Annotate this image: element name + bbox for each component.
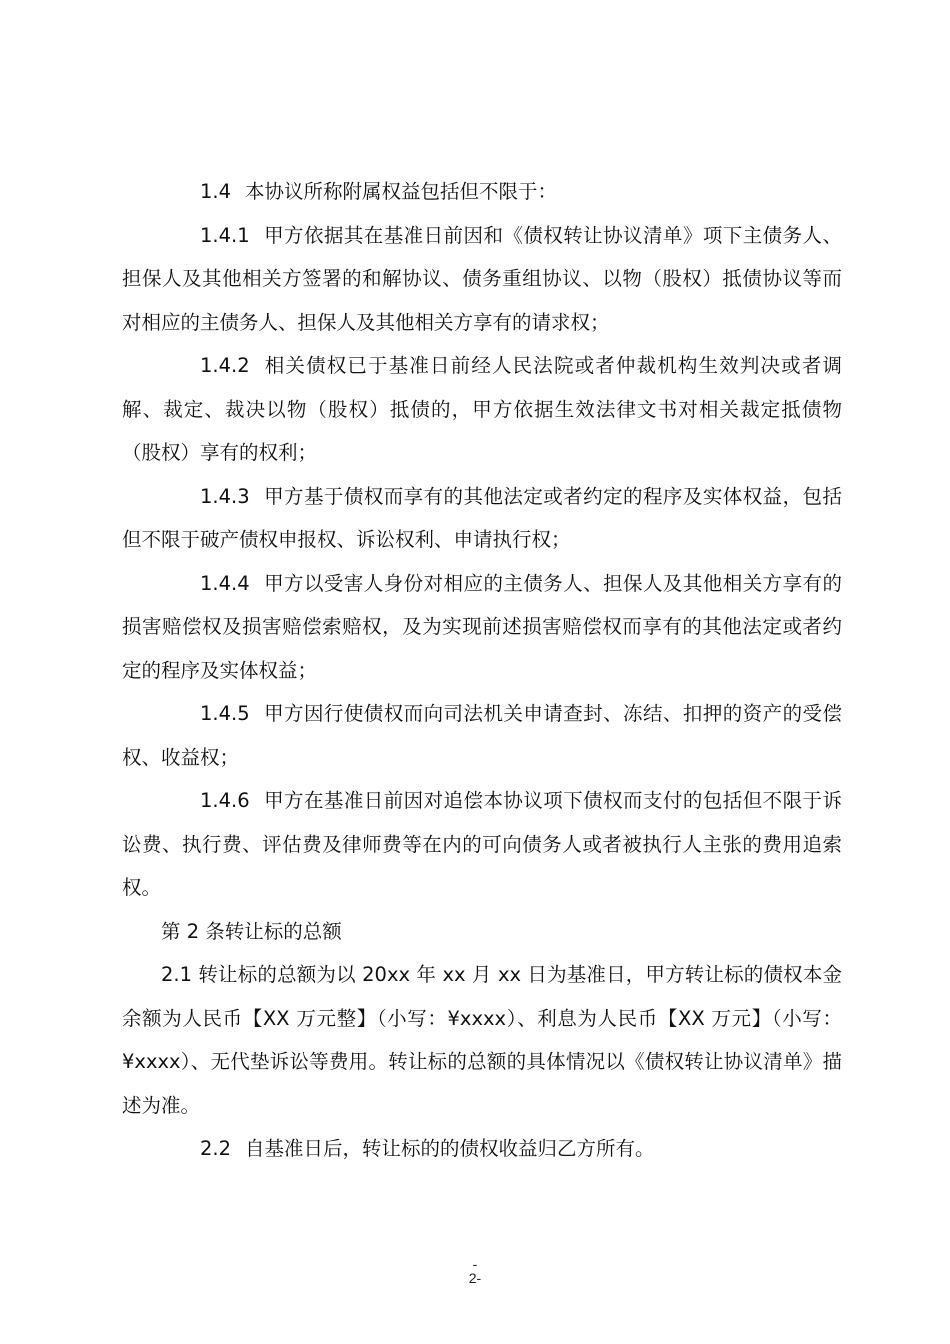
clause-number: 1.4.6 xyxy=(200,789,250,812)
clause-text: 2.1 转让标的总额为以 20xx 年 xx 月 xx 日为基准日，甲方转让标的债权本金余额为人民币【XX 万元整】（小写：¥xxxx）、利息为人民币【XX 万元】（小写：¥xxxx）、无代垫诉讼等费用。转让标的总额的具体情况以《债权转让协议清单》描述为准。 xyxy=(122,963,842,1117)
clause-1-4-2 xyxy=(122,344,842,475)
clause-text: 相关债权已于基准日前经人民法院或者仲裁机构生效判决或者调解、裁定、裁决以物（股权）抵债的，甲方依据生效法律文书对相关裁定抵债物（股权）享有的权利； xyxy=(122,354,842,464)
clause-text: 自基准日后，转让标的的债权收益归乙方所有。 xyxy=(245,1137,655,1160)
clause-1-4 xyxy=(122,170,842,214)
clause-number: 2.2 xyxy=(200,1137,232,1160)
clause-number: 1.4.2 xyxy=(200,354,250,377)
clause-text: 甲方依据其在基准日前因和《债权转让协议清单》项下主债务人、担保人及其他相关方签署的和解协议、债务重组协议、以物（股权）抵债协议等而对相应的主债务人、担保人及其他相关方享有的请求权； xyxy=(122,223,842,334)
clause-1-4-3 xyxy=(122,475,842,562)
clause-2-1 xyxy=(122,953,842,1127)
clause-number: 1.4.5 xyxy=(200,702,250,725)
footer-dash: - xyxy=(472,1256,478,1272)
clause-text: 第 2 条转让标的总额 xyxy=(161,919,342,943)
clause-1-4-4 xyxy=(122,562,842,693)
page-number: 2- xyxy=(468,1270,482,1286)
clause-number: 1.4.1 xyxy=(200,223,250,247)
clause-text: 甲方在基准日前因对追偿本协议项下债权而支付的包括但不限于诉讼费、执行费、评估费及律师费等在内的可向债务人或者被执行人主张的费用追索权。 xyxy=(122,789,842,899)
clause-1-4-1 xyxy=(122,214,842,345)
clause-1-4-6 xyxy=(122,779,842,910)
clause-number: 1.4 xyxy=(200,180,232,203)
article-2-heading xyxy=(122,910,842,954)
document-body xyxy=(122,170,842,1171)
clause-number: 1.4.3 xyxy=(200,484,250,508)
clause-text: 甲方以受害人身份对相应的主债务人、担保人及其他相关方享有的损害赔偿权及损害赔偿索赔权，及为实现前述损害赔偿权而享有的其他法定或者约定的程序及实体权益； xyxy=(122,571,842,682)
clause-text: 甲方基于债权而享有的其他法定或者约定的程序及实体权益，包括但不限于破产债权申报权、诉讼权利、申请执行权； xyxy=(122,484,842,551)
clause-text: 甲方因行使债权而向司法机关申请查封、冻结、扣押的资产的受偿权、收益权； xyxy=(122,702,842,769)
clause-2-2 xyxy=(122,1127,842,1171)
clause-text: 本协议所称附属权益包括但不限于： xyxy=(245,180,558,203)
clause-1-4-5 xyxy=(122,692,842,779)
clause-number: 1.4.4 xyxy=(200,571,250,595)
